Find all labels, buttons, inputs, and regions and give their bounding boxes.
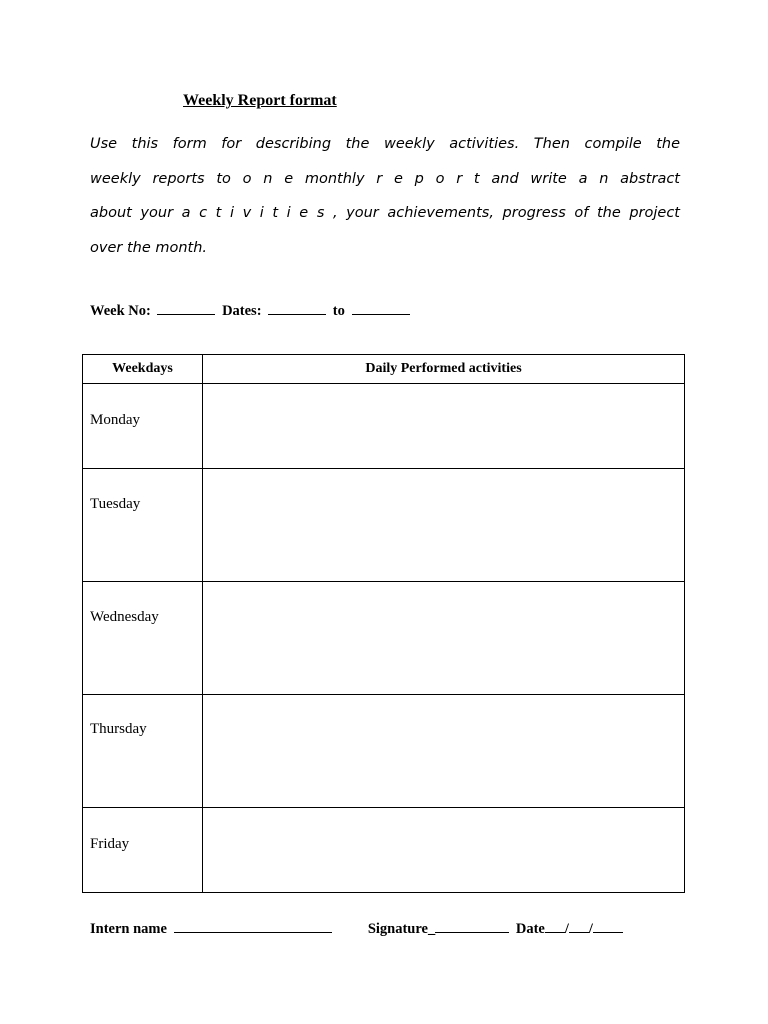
day-label-wednesday: Wednesday xyxy=(90,609,159,625)
week-info-line xyxy=(90,300,413,320)
dates-to-field[interactable] xyxy=(352,300,410,315)
activity-cell-friday[interactable] xyxy=(203,808,685,893)
day-label-friday: Friday xyxy=(90,836,130,852)
dates-to-label: to xyxy=(332,303,345,319)
table-row xyxy=(83,582,685,695)
dates-label: Dates: xyxy=(222,303,262,319)
intern-name-label: Intern name xyxy=(90,921,167,937)
day-label-tuesday: Tuesday xyxy=(90,496,141,512)
activities-header: Daily Performed activities xyxy=(203,355,685,384)
activity-cell-thursday[interactable] xyxy=(203,695,685,808)
activity-cell-monday[interactable] xyxy=(203,384,685,469)
day-label-monday: Monday xyxy=(90,412,140,428)
weekly-activities-table xyxy=(82,354,685,893)
intro-line-1: Use this form for describing the weekly activities. Then compile the xyxy=(90,136,680,152)
signature-label: Signature_ xyxy=(367,921,436,937)
page-title: Weekly Report format xyxy=(183,92,337,109)
intro-line-4: over the month. xyxy=(90,240,208,256)
date-separator: / xyxy=(564,921,569,937)
day-cell-tuesday xyxy=(83,469,203,582)
date-year-field[interactable] xyxy=(593,918,623,933)
date-label: Date xyxy=(515,921,545,937)
day-cell-monday xyxy=(83,384,203,469)
week-no-label: Week No: xyxy=(90,303,151,319)
date-month-field[interactable] xyxy=(569,918,589,933)
day-label-thursday: Thursday xyxy=(90,721,147,737)
date-day-field[interactable] xyxy=(545,918,565,933)
intern-name-field[interactable] xyxy=(174,918,332,933)
day-cell-friday xyxy=(83,808,203,893)
signature-field[interactable] xyxy=(435,918,509,933)
intro-line-3: about your a c t i v i t i e s , your achievements, progress of the project xyxy=(90,205,680,221)
weekdays-header: Weekdays xyxy=(83,355,203,384)
activity-cell-tuesday[interactable] xyxy=(203,469,685,582)
table-row xyxy=(83,695,685,808)
day-cell-thursday xyxy=(83,695,203,808)
day-cell-wednesday xyxy=(83,582,203,695)
dates-from-field[interactable] xyxy=(268,300,326,315)
intro-line-2: weekly reports to o n e monthly r e p o r t and write a n abstract xyxy=(90,171,680,187)
table-row xyxy=(83,808,685,893)
week-no-field[interactable] xyxy=(157,300,215,315)
activity-cell-wednesday[interactable] xyxy=(203,582,685,695)
table-row xyxy=(83,384,685,469)
table-header-row xyxy=(83,355,685,384)
table-row xyxy=(83,469,685,582)
footer-sign-line xyxy=(90,918,623,938)
date-separator: / xyxy=(588,921,593,937)
